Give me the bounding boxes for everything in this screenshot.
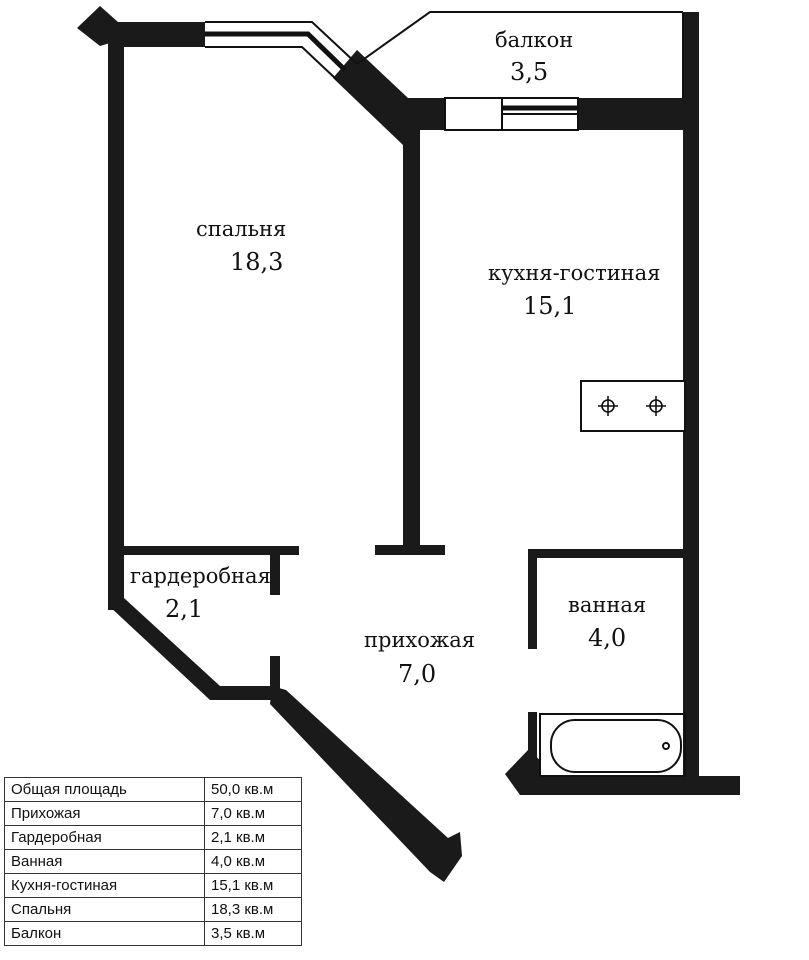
room-wardrobe-area: 2,1: [165, 595, 204, 623]
wall-bathroom-left: [528, 549, 537, 649]
summary-room-name: Балкон: [5, 922, 205, 946]
wall-wardrobe-side-top: [270, 555, 280, 595]
table-row: [5, 850, 302, 874]
room-bedroom-area: 18,3: [230, 248, 284, 276]
room-bedroom-label: спальня: [196, 217, 287, 241]
room-bathroom-area: 4,0: [588, 624, 627, 652]
wall-bathroom-left-lower: [528, 712, 537, 774]
summary-room-name: Гардеробная: [5, 826, 205, 850]
table-row: [5, 826, 302, 850]
wall-wardrobe-top: [124, 546, 299, 555]
window-top-left: [205, 22, 357, 80]
wall-left: [108, 40, 124, 610]
room-hallway-label: прихожая: [364, 628, 476, 652]
summary-room-area: 18,3 кв.м: [205, 898, 302, 922]
summary-room-name: Ванная: [5, 850, 205, 874]
room-kitchen-area: 15,1: [523, 292, 577, 320]
room-hallway-area: 7,0: [398, 660, 437, 688]
room-balcony-label: балкон: [495, 28, 574, 52]
wall-partition-bedroom-kitchen: [333, 50, 445, 548]
summary-room-area: 4,0 кв.м: [205, 850, 302, 874]
stove: [581, 381, 685, 431]
summary-room-name: Общая площадь: [5, 778, 205, 802]
bathtub: [540, 714, 685, 776]
wall-top-left-corner: [77, 6, 205, 47]
table-row: [5, 802, 302, 826]
area-summary-body: [5, 778, 302, 946]
table-row: [5, 778, 302, 802]
wall-bathroom-top: [528, 549, 686, 558]
summary-room-name: Кухня-гостиная: [5, 874, 205, 898]
summary-room-area: 15,1 кв.м: [205, 874, 302, 898]
summary-room-area: 3,5 кв.м: [205, 922, 302, 946]
wall-top-right: [578, 98, 698, 130]
table-row: [5, 922, 302, 946]
summary-room-name: Прихожая: [5, 802, 205, 826]
summary-room-area: 50,0 кв.м: [205, 778, 302, 802]
wall-wardrobe-side-bottom: [270, 656, 280, 690]
room-kitchen-label: кухня-гостиная: [488, 261, 661, 285]
area-summary-table: [4, 777, 302, 946]
window-balcony-door: [445, 98, 578, 130]
walls: [77, 6, 740, 882]
wall-partition-stub: [375, 545, 445, 555]
summary-room-name: Спальня: [5, 898, 205, 922]
room-balcony-area: 3,5: [510, 58, 549, 86]
table-row: [5, 898, 302, 922]
table-row: [5, 874, 302, 898]
summary-room-area: 2,1 кв.м: [205, 826, 302, 850]
room-bathroom-label: ванная: [568, 593, 647, 617]
summary-room-area: 7,0 кв.м: [205, 802, 302, 826]
room-wardrobe-label: гардеробная: [130, 564, 271, 588]
